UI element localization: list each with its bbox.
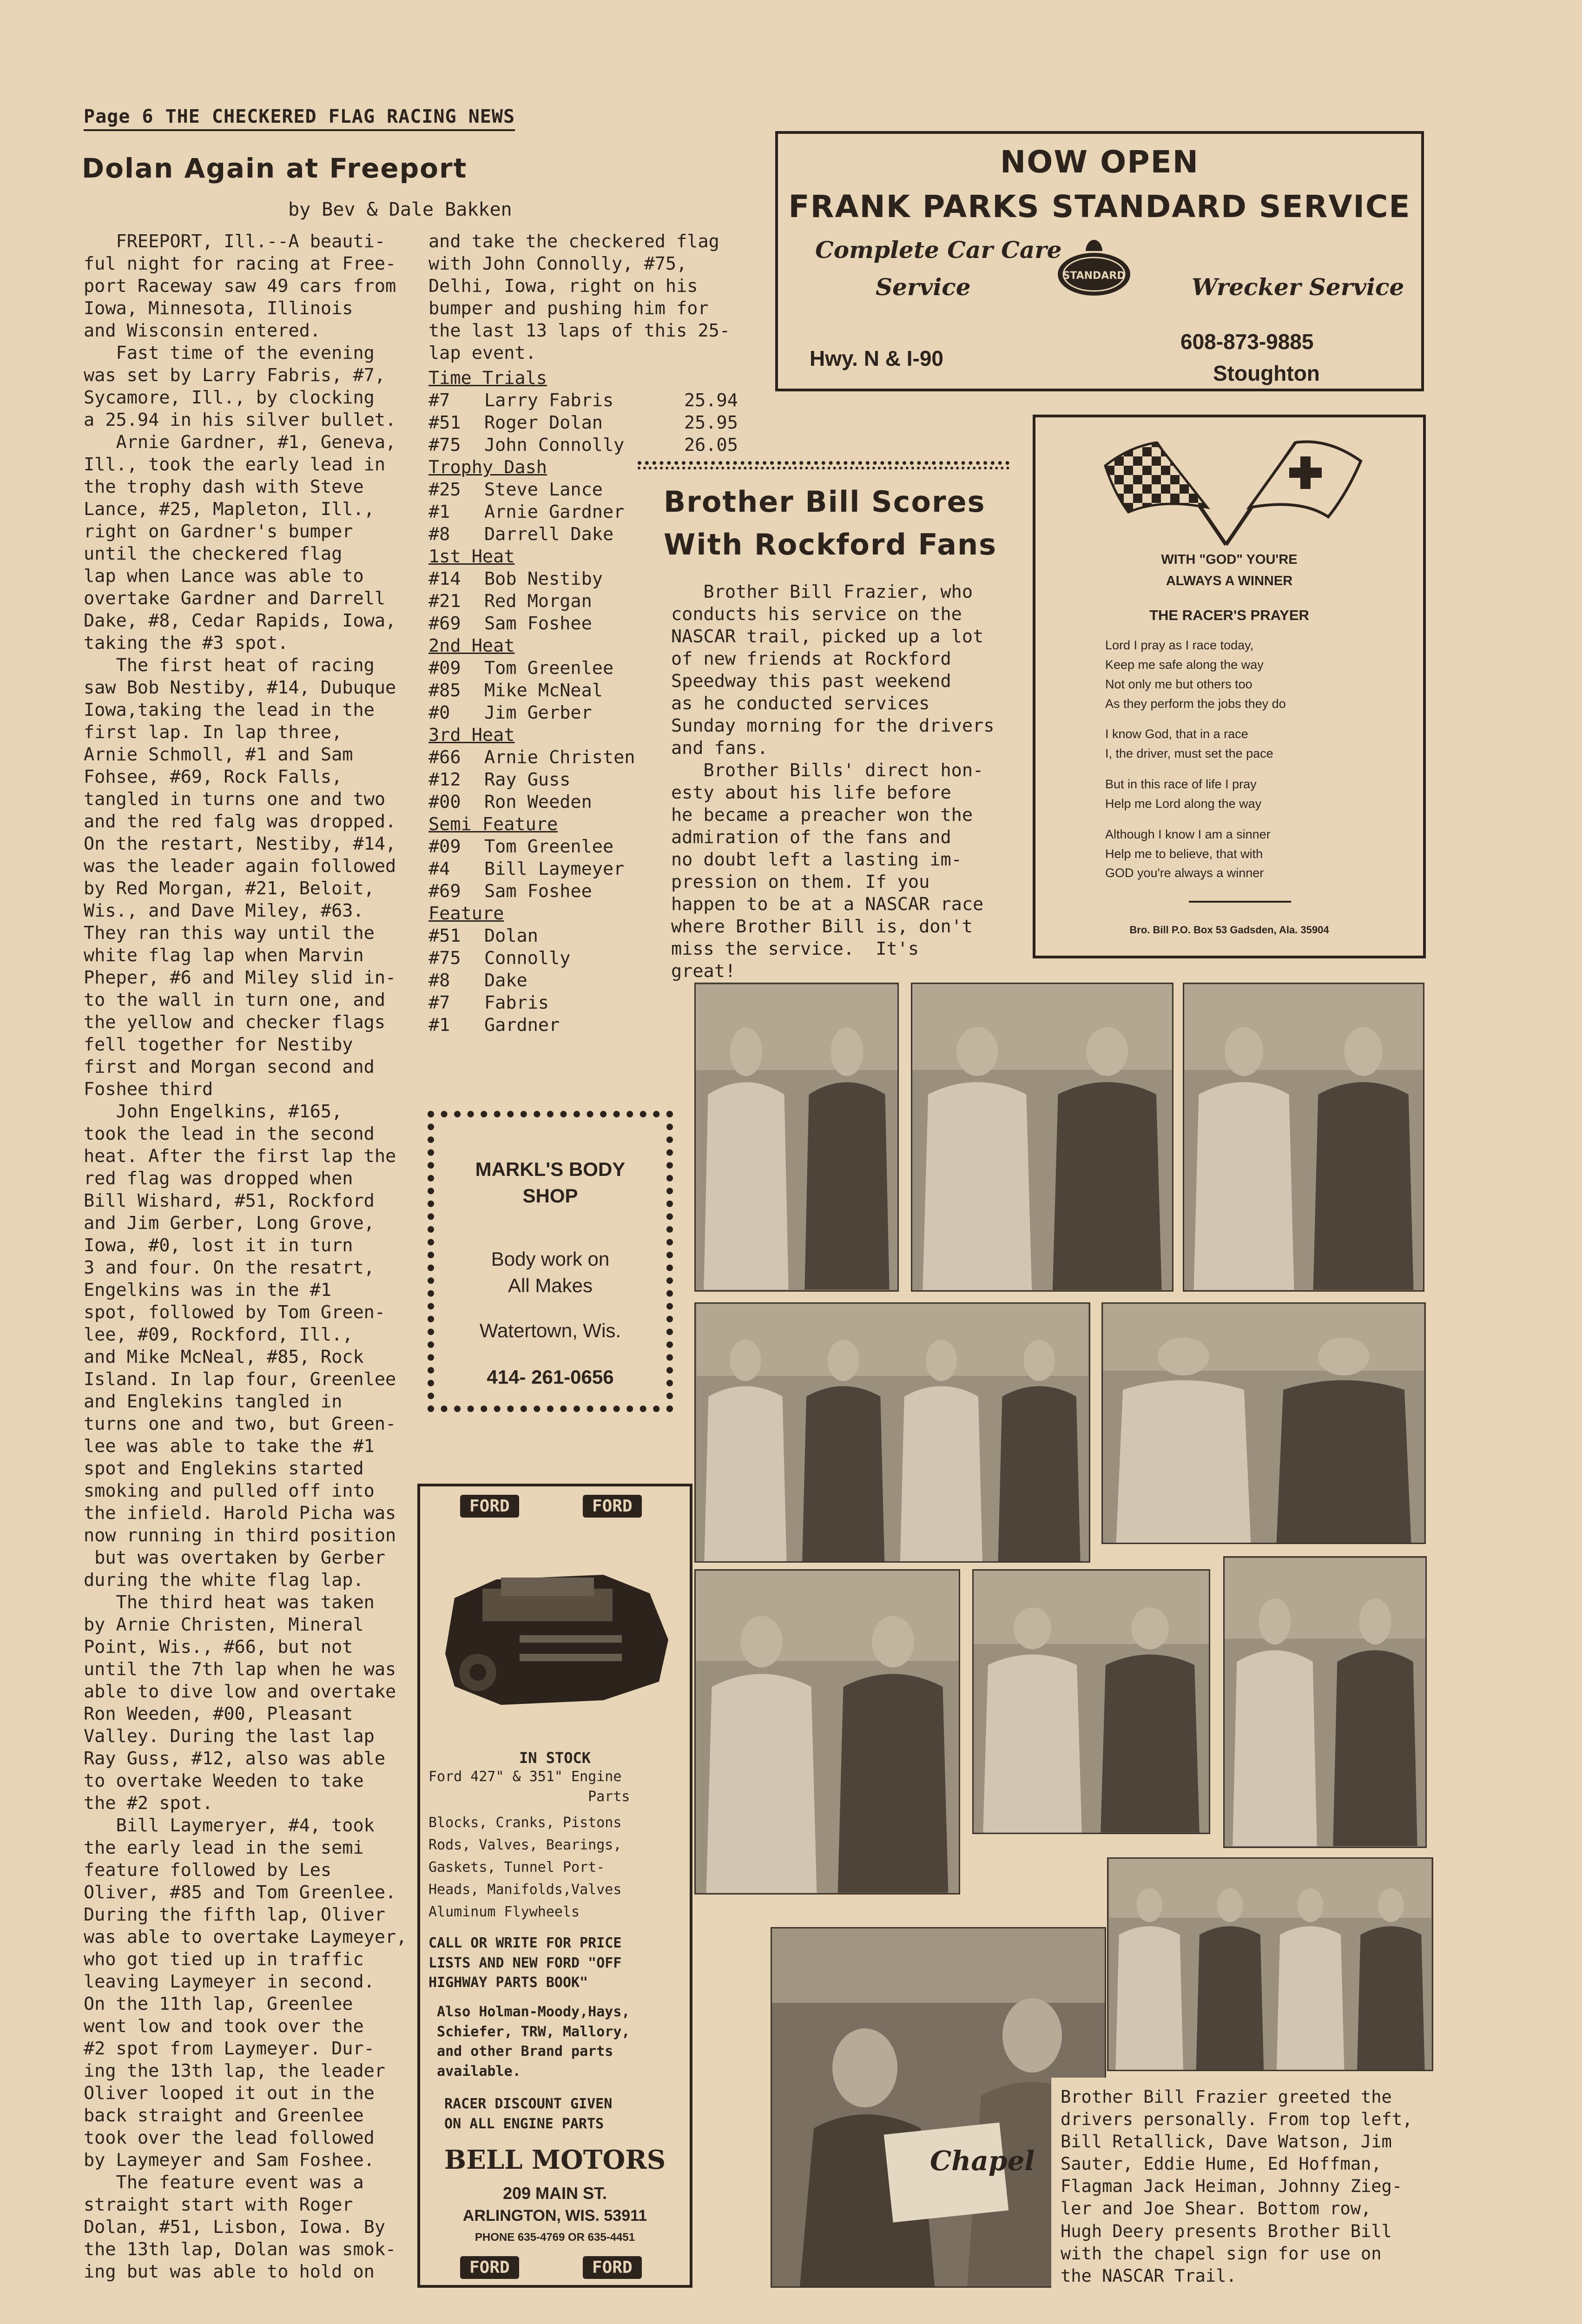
engine-parts: Ford 427" & 351" Engine Parts (428, 1769, 630, 1805)
results-name: Red Morgan (484, 591, 592, 612)
prayer-line: Help me to believe, that with (1105, 846, 1263, 861)
results-name: Sam Foshee (484, 613, 592, 634)
results-pos: #25 (428, 479, 461, 500)
results-pos: #00 (428, 792, 461, 812)
results-pos: #09 (428, 658, 461, 679)
results-name: Ron Weeden (484, 792, 592, 812)
photo-8 (1223, 1556, 1427, 1848)
results-name: Sam Foshee (484, 881, 592, 902)
results-row (428, 390, 754, 412)
bell-motors-ad (417, 1484, 692, 2288)
prayer-stanza (1105, 775, 1403, 814)
article2-headline-line-1: Brother Bill Scores (664, 485, 986, 519)
standard-service-ad (775, 131, 1424, 391)
ad-city: Watertown, Wis. (479, 1319, 621, 1341)
results-pos: #14 (428, 568, 461, 589)
prayer-address: Bro. Bill P.O. Box 53 Gadsden, Ala. 35904 (1129, 924, 1329, 936)
photo-4 (694, 1302, 1090, 1563)
article-byline: by Bev & Dale Bakken (288, 199, 512, 220)
results-pos: #1 (428, 502, 450, 522)
ad-headline: NOW OPEN (1000, 144, 1199, 180)
article2-body: Brother Bill Frazier, who conducts his service on the NASCAR trail, picked up a lot of new friends at Rockford Speedway this past weekend as he conducted services Sunday morning for the drivers and fans. Brother Bills' direct hon- esty about his life before he became a preacher won the admiration of the fans and no doubt left a lasting im- pression on them. If you happen to be at a NASCAR race where Brother Bill is, don't miss the service. It's great! (671, 581, 995, 982)
results-time: 25.95 (684, 412, 738, 433)
article-column-1: FREEPORT, Ill.--A beauti- ful night for racing at Free- port Raceway saw 49 cars from Iowa, Minnesota, Illinois and Wisconsin entered. Fast time of the evening was set by Larry Fabris, #7, Sycamore, Ill., by clocking a 25.94 in his silver bullet. Arnie Gardner, #1, Geneva, Ill., took the early lead in the trophy dash with Steve Lance, #25, Mapleton, Ill., right on Gardner's bumper until the checkered flag lap when Lance was able to overtake Gardner and Darrell Dake, #8, Cedar Rapids, Iowa, taking the #3 spot. The first heat of racing saw Bob Nestiby, #14, Dubuque Iowa,taking the lead in the first lap. In lap three, Arnie Schmoll, #1 and Sam Fohsee, #69, Rock Falls, tangled in turns one and two and the red falg was dropped. On the restart, Nestiby, #14, was the leader again followed by Red Morgan, #21, Beloit, Wis., and Dave Miley, #63. They ran this way until the white flag lap when Marvin Pheper, #6 and Miley slid in- to the wall in turn one, and the yellow and checker flags fell together for Nestiby first and Morgan second and Foshee third John Engelkins, #165, took the lead in the second heat. After the first lap the red flag was dropped when Bill Wishard, #51, Rockford and Jim Gerber, Long Grove, Iowa, #0, lost it in turn 3 and four. On the resatrt, Engelkins was in the #1 spot, followed by Tom Green- lee, #09, Rockford, Ill., and Mike McNeal, #85, Rock Island. In lap four, Greenlee and Englekins tangled in turns one and two, but Green- lee was able to take the #1 spot and Englekins started smoking and pulled off into the infield. Harold Picha was now running in third position but was overtaken by Gerber during the white flag lap. The third heat was taken by Arnie Christen, Mineral Point, Wis., #66, but not until the 7th lap when he was able to dive low and overtake Ron Weeden, #00, Pleasant Valley. During the last lap Ray Guss, #12, also was able to overtake Weeden to take the #2 spot. Bill Laymeryer, #4, took the early lead in the semi feature followed by Les Oliver, #85 and Tom Greenlee. During the fifth lap, Oliver was able to overtake Laymeyer, who got tied up in traffic leaving Laymeyer in second. On the 11th lap, Greenlee went low and took over the #2 spot from Laymeyer. Dur- ing the 13th lap, the leader Oliver looped it out in the back straight and Greenlee took over the lead followed by Laymeyer and Sam Foshee. The feature event was a straight start with Roger Dolan, #51, Lisbon, Iowa. By the 13th lap, Dolan was smok- ing but was able to hold on (84, 231, 407, 2282)
results-pos: #4 (428, 858, 450, 879)
racer-discount: RACER DISCOUNT GIVEN ON ALL ENGINE PARTS (444, 2096, 613, 2132)
results-name: Arnie Gardner (484, 502, 625, 522)
bell-motors-street: 209 MAIN ST. (502, 2184, 607, 2203)
results-name: Connolly (484, 948, 571, 969)
results-name: Fabris (484, 992, 549, 1013)
prayer-verses (1105, 636, 1403, 894)
ford-logo-top-left: FORD (460, 1495, 519, 1518)
results-pos: #12 (428, 769, 461, 790)
results-name: John Connolly (484, 435, 625, 456)
results-name: Dake (484, 970, 527, 991)
standard-logo-icon (1057, 235, 1131, 300)
results-pos: #7 (428, 992, 450, 1013)
prayer-line: I know God, that in a race (1105, 727, 1248, 741)
results-name: Jim Gerber (484, 702, 592, 723)
results-pos: #0 (428, 702, 450, 723)
results-pos: #8 (428, 970, 450, 991)
results-pos: #69 (428, 613, 461, 634)
ad-name-line-2: SHOP (522, 1184, 578, 1207)
ad-location: Hwy. N & I-90 (810, 346, 943, 370)
ad-name-line-1: MARKL'S BODY (475, 1158, 626, 1180)
ad-phone: 608-873-9885 (1180, 330, 1314, 354)
results-name: Ray Guss (484, 769, 571, 790)
results-pos: #7 (428, 390, 450, 411)
prayer-stanza (1105, 636, 1403, 713)
results-name: Tom Greenlee (484, 658, 614, 679)
results-pos: #51 (428, 925, 461, 946)
parts-list: Blocks, Cranks, Pistons Rods, Valves, Bearings, Gaskets, Tunnel Port- Heads, Manifolds,Valves Aluminum Flywheels (428, 1815, 622, 1920)
racers-prayer-box (1033, 415, 1426, 958)
photo-9 (1107, 1857, 1433, 2071)
results-name: Bill Laymeyer (484, 858, 625, 879)
prayer-line: GOD you're always a winner (1105, 866, 1264, 880)
results-pos: #1 (428, 1015, 450, 1036)
results-name: Bob Nestiby (484, 568, 603, 589)
prayer-title: THE RACER'S PRAYER (1149, 607, 1309, 623)
ad-service: Service (876, 273, 971, 301)
ford-logo-top-right: FORD (583, 1495, 642, 1518)
article-headline: Dolan Again at Freeport (82, 152, 468, 184)
photo-1 (694, 983, 899, 1292)
prayer-line: But in this race of life I pray (1105, 777, 1257, 792)
results-pos: #09 (428, 836, 461, 857)
prayer-caption-1: WITH "GOD" YOU'RE (1161, 552, 1298, 567)
article-column-2-intro: and take the checkered flag with John Connolly, #75, Delhi, Iowa, right on his bumper and pushing him for the last 13 laps of this 25- lap event. (428, 231, 731, 363)
results-row (428, 412, 754, 434)
ford-logo-bottom-right: FORD (583, 2256, 642, 2279)
ad-wrecker: Wrecker Service (1192, 273, 1404, 301)
prayer-divider (1189, 901, 1291, 903)
results-section-title: 3rd Heat (428, 725, 515, 746)
article2-headline (664, 481, 997, 566)
prayer-stanza (1105, 725, 1403, 764)
results-name: Arnie Christen (484, 747, 635, 768)
prayer-line: Although I know I am a sinner (1105, 827, 1271, 841)
prayer-line: Help me Lord along the way (1105, 796, 1262, 811)
logo-text: STANDARD (1062, 270, 1126, 282)
results-time: 25.94 (684, 390, 738, 411)
prayer-line: Keep me safe along the way (1105, 657, 1264, 672)
prayer-line: Lord I pray as I race today, (1105, 638, 1254, 652)
photo-7 (972, 1569, 1210, 1834)
photo-caption: Brother Bill Frazier greeted the drivers personally. From top left, Bill Retallick, Dave Watson, Jim Sauter, Eddie Hume, Ed Hoffman, Flagman Jack Heiman, Johnny Zieg- ler and Joe Shear. Bottom row, Hugh Deery presents Brother Bill with the chapel sign for use on the NASCAR Trail. (1051, 2078, 1464, 2296)
prayer-caption-2: ALWAYS A WINNER (1166, 574, 1293, 588)
results-section-title: Trophy Dash (428, 457, 547, 478)
prayer-line: I, the driver, must set the pace (1105, 746, 1273, 761)
photo-2 (911, 983, 1173, 1292)
engine-image (427, 1533, 687, 1728)
results-name: Darrell Dake (484, 524, 614, 545)
results-pos: #8 (428, 524, 450, 545)
ad-tagline: Complete Car Care (815, 236, 1062, 264)
ford-logo-bottom-left: FORD (460, 2256, 519, 2279)
results-time: 26.05 (684, 435, 738, 456)
markls-body-shop-ad (428, 1111, 673, 1412)
chapel-sign-text: Chapel (930, 2145, 1035, 2177)
ad-service-line-1: Body work on (491, 1248, 610, 1270)
results-pos: #21 (428, 591, 461, 612)
ad-service-line-2: All Makes (508, 1274, 593, 1297)
results-section-title: 1st Heat (428, 546, 515, 567)
bell-motors-name: BELL MOTORS (444, 2145, 666, 2175)
results-pos: #66 (428, 747, 461, 768)
results-pos: #51 (428, 412, 461, 433)
photo-3 (1183, 983, 1424, 1292)
results-section-title: Time Trials (428, 368, 547, 389)
results-name: Mike McNeal (484, 680, 603, 701)
results-pos: #75 (428, 948, 461, 969)
photo-6 (694, 1569, 960, 1895)
prayer-line: As they perform the jobs they do (1105, 696, 1286, 711)
bell-motors-phone: PHONE 635-4769 OR 635-4451 (475, 2231, 635, 2244)
crossed-flags-icon (1087, 429, 1375, 554)
results-pos: #85 (428, 680, 461, 701)
in-stock-label: IN STOCK (519, 1749, 591, 1767)
running-head: Page 6 THE CHECKERED FLAG RACING NEWS (84, 106, 515, 131)
bell-motors-town: ARLINGTON, WIS. 53911 (462, 2207, 647, 2225)
decorative-rule (638, 461, 1009, 469)
ad-phone: 414- 261-0656 (487, 1366, 614, 1388)
results-section-title: Feature (428, 903, 504, 924)
prayer-stanza (1105, 825, 1403, 884)
results-name: Roger Dolan (484, 412, 603, 433)
results-pos: #69 (428, 881, 461, 902)
results-row (428, 434, 754, 456)
results-name: Larry Fabris (484, 390, 614, 411)
also-brands: Also Holman-Moody,Hays, Schiefer, TRW, Mallory, and other Brand parts available. (437, 2004, 630, 2080)
results-pos: #75 (428, 435, 461, 456)
results-name: Tom Greenlee (484, 836, 614, 857)
call-for-price: CALL OR WRITE FOR PRICE LISTS AND NEW FORD "OFF HIGHWAY PARTS BOOK" (428, 1935, 622, 1991)
results-name: Dolan (484, 925, 538, 946)
prayer-line: Not only me but others too (1105, 677, 1252, 691)
photo-5 (1101, 1302, 1426, 1544)
results-section-title: Semi Feature (428, 814, 558, 835)
ad-city: Stoughton (1213, 361, 1320, 385)
article2-headline-line-2: With Rockford Fans (664, 527, 997, 561)
ad-business-name: FRANK PARKS STANDARD SERVICE (788, 189, 1411, 224)
results-name: Gardner (484, 1015, 560, 1036)
results-name: Steve Lance (484, 479, 603, 500)
results-section-title: 2nd Heat (428, 635, 515, 656)
